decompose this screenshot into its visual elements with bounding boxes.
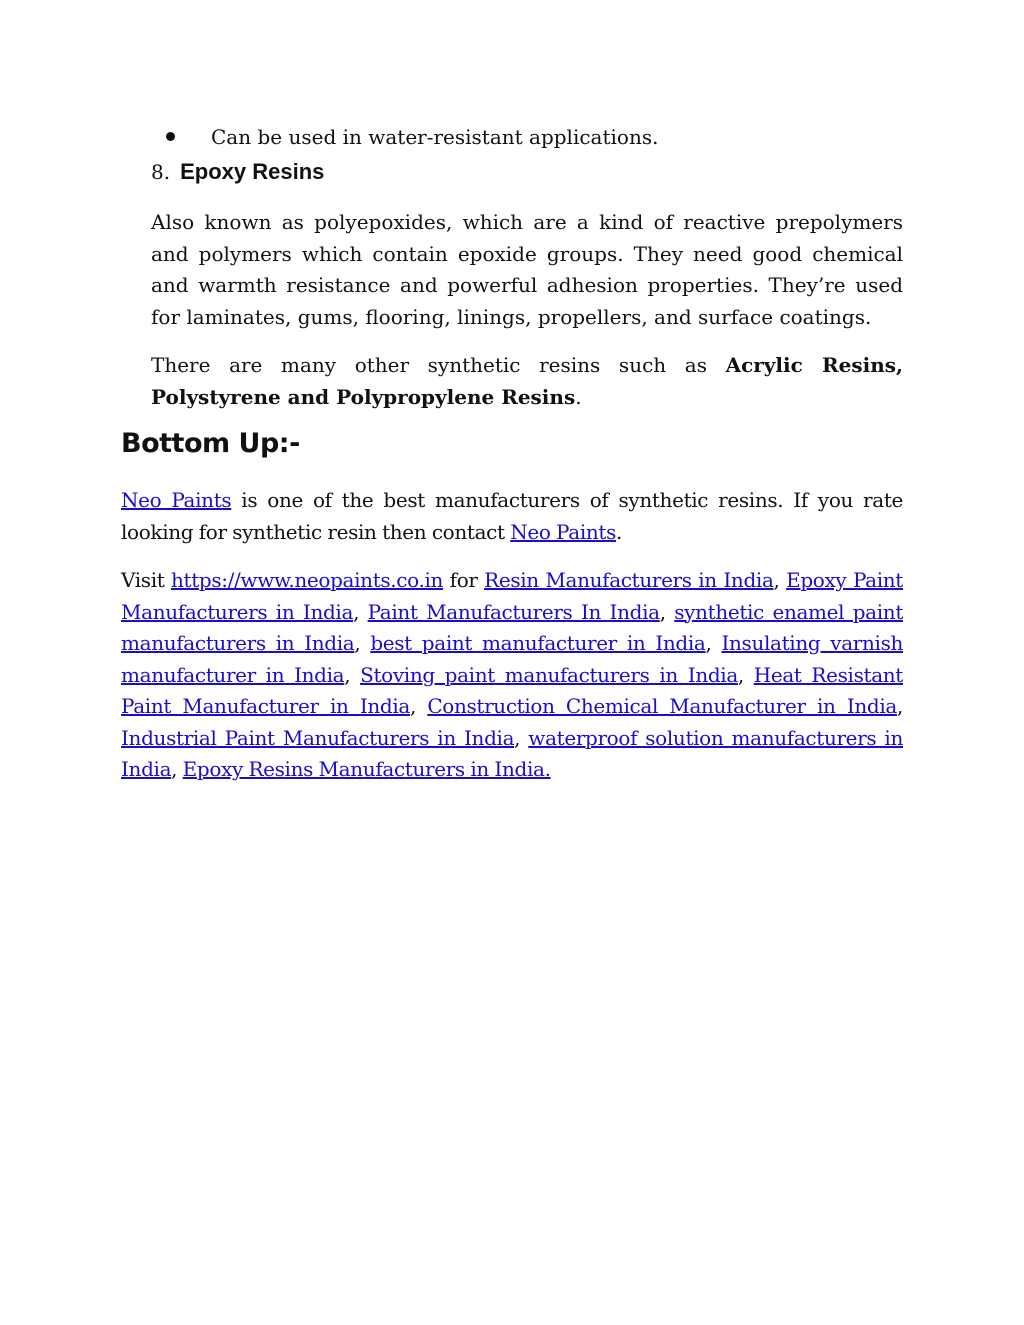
separator: , (659, 599, 675, 624)
link-best-paint-manufacturer[interactable]: best paint manufacturer in India (370, 631, 706, 655)
link-insulating-varnish[interactable]: Insulating varnish manufacturer in India (121, 631, 904, 687)
bullet-text: Can be used in water-resistant applications. (211, 125, 659, 149)
separator: , (737, 662, 754, 687)
link-waterproof-solution[interactable]: waterproof solution manufacturers in India (121, 725, 904, 781)
neo-paints-link-1[interactable]: Neo Paints (121, 488, 232, 512)
link-heat-resistant-paint[interactable]: Heat Resistant Paint Manufacturer in India (121, 662, 903, 718)
bottom-up-heading: Bottom Up:- (121, 428, 300, 459)
link-construction-chemical[interactable]: Construction Chemical Manufacturer in India (427, 694, 897, 718)
separator: , (344, 662, 361, 687)
separator: , (896, 694, 903, 718)
link-resin-manufacturers[interactable]: Resin Manufacturers in India (484, 568, 774, 592)
neopaints-url-link[interactable]: https://www.neopaints.co.in (171, 568, 444, 592)
bullet-item (183, 124, 658, 150)
visit-prefix: Visit (121, 568, 171, 592)
separator: , (353, 599, 368, 624)
separator: , (171, 757, 183, 781)
neo-paints-paragraph (121, 485, 903, 548)
neo-paints-end-text: . (616, 519, 623, 544)
link-paint-manufacturers[interactable]: Paint Manufacturers In India (367, 599, 660, 624)
bullet-dot-icon (166, 132, 175, 141)
other-resins-suffix: . (575, 384, 582, 409)
neo-paints-link-2[interactable]: Neo Paints (510, 519, 616, 544)
visit-links-paragraph (121, 565, 903, 786)
other-resins-paragraph (151, 350, 903, 413)
section-title: Epoxy Resins (180, 159, 325, 184)
link-industrial-paint[interactable]: Industrial Paint Manufacturers in India (121, 725, 515, 750)
epoxy-description-paragraph: Also known as polyepoxides, which are a kind of reactive prepolymers and polymers which contain epoxide groups. They need good chemical and warmth resistance and powerful adhesion properties. They’re used for laminates, gums, flooring, linings, propellers, and surface coatings. (151, 210, 903, 329)
link-stoving-paint[interactable]: Stoving paint manufacturers in India (360, 662, 738, 687)
section-heading (151, 159, 324, 185)
separator: , (410, 694, 428, 718)
section-number: 8. (151, 160, 171, 184)
neo-paints-middle-text: is one of the best manufacturers of synthetic resins. If you rate looking for synthetic resin then contact (121, 488, 904, 544)
separator: , (514, 725, 529, 750)
separator: , (773, 568, 787, 592)
other-resins-bold: Acrylic Resins, Polystyrene and Polypropylene Resins (151, 353, 903, 409)
separator: , (705, 631, 722, 655)
other-resins-prefix: There are many other synthetic resins such as (151, 353, 726, 377)
separator: , (354, 631, 371, 655)
link-epoxy-resins-manufacturers[interactable]: Epoxy Resins Manufacturers in India. (182, 757, 551, 781)
for-text: for (443, 568, 485, 592)
link-synthetic-enamel-paint[interactable]: synthetic enamel paint manufacturers in India (121, 599, 904, 655)
link-epoxy-paint-manufacturers[interactable]: Epoxy Paint Manufacturers in India (121, 568, 903, 624)
